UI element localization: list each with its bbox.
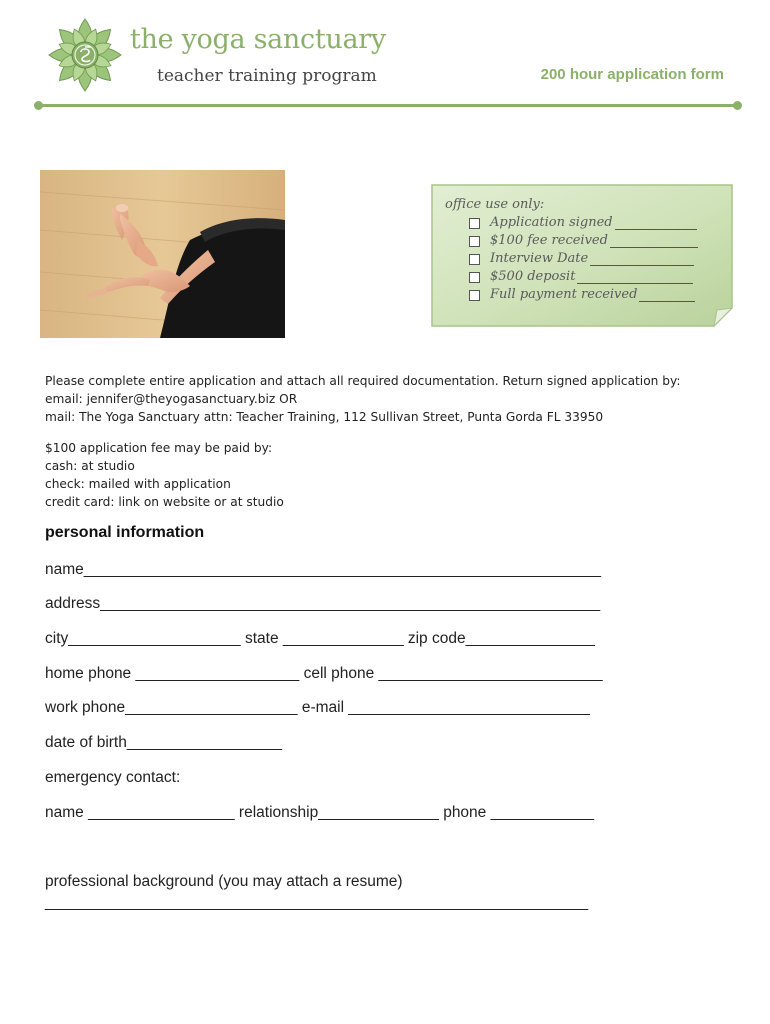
office-item-fee-received: $100 fee received	[469, 232, 698, 250]
personal-info-heading: personal information	[45, 524, 205, 541]
divider-dot-left	[34, 101, 43, 110]
name-field[interactable]: name____________________________________________________________	[45, 561, 601, 578]
instructions-email-line: email: jennifer@theyogasanctuary.biz OR	[45, 392, 298, 406]
checkbox[interactable]	[469, 272, 480, 283]
office-use-heading: office use only:	[445, 197, 545, 212]
fee-cash: cash: at studio	[45, 459, 135, 473]
checkbox[interactable]	[469, 254, 480, 265]
instructions-line: Please complete entire application and attach all required documentation. Return signed application by:	[45, 374, 681, 388]
fee-credit-card: credit card: link on website or at studio	[45, 495, 284, 509]
checkbox[interactable]	[469, 236, 480, 247]
fee-payment-block	[45, 439, 284, 511]
header-divider	[38, 104, 738, 107]
office-item-full-payment: Full payment received	[469, 286, 698, 304]
yoga-hand-mudra-photo	[40, 170, 285, 338]
work-phone-email-fields[interactable]: work phone____________________ e-mail ____________________________	[45, 699, 590, 716]
instructions-mail-line: mail: The Yoga Sanctuary attn: Teacher Training, 112 Sullivan Street, Punta Gorda FL 33950	[45, 410, 604, 424]
brand-title: the yoga sanctuary	[130, 24, 386, 55]
date-of-birth-field[interactable]: date of birth__________________	[45, 734, 283, 751]
phone-fields[interactable]: home phone ___________________ cell phone __________________________	[45, 665, 603, 682]
emergency-contact-label: emergency contact:	[45, 769, 181, 786]
office-item-application-signed: Application signed	[469, 214, 698, 232]
checkbox[interactable]	[469, 290, 480, 301]
office-item-deposit: $500 deposit	[469, 268, 698, 286]
checkbox[interactable]	[469, 218, 480, 229]
brand-subtitle: teacher training program	[157, 66, 377, 86]
yoga-sanctuary-logo	[48, 18, 122, 92]
office-item-interview-date: Interview Date	[469, 250, 698, 268]
fee-heading: $100 application fee may be paid by:	[45, 441, 273, 455]
professional-background-label: professional background (you may attach a resume)	[45, 873, 403, 890]
professional-background-field[interactable]: _______________________________________________________________	[45, 894, 589, 911]
address-field[interactable]: address__________________________________________________________	[45, 595, 601, 612]
instructions-block	[45, 372, 680, 426]
office-use-note	[431, 184, 733, 327]
form-title: 200 hour application form	[540, 66, 724, 83]
city-state-zip-fields[interactable]: city____________________ state ______________ zip code_______________	[45, 630, 595, 647]
fee-check: check: mailed with application	[45, 477, 231, 491]
emergency-contact-fields[interactable]: name _________________ relationship______________ phone ____________	[45, 804, 595, 821]
divider-dot-right	[733, 101, 742, 110]
